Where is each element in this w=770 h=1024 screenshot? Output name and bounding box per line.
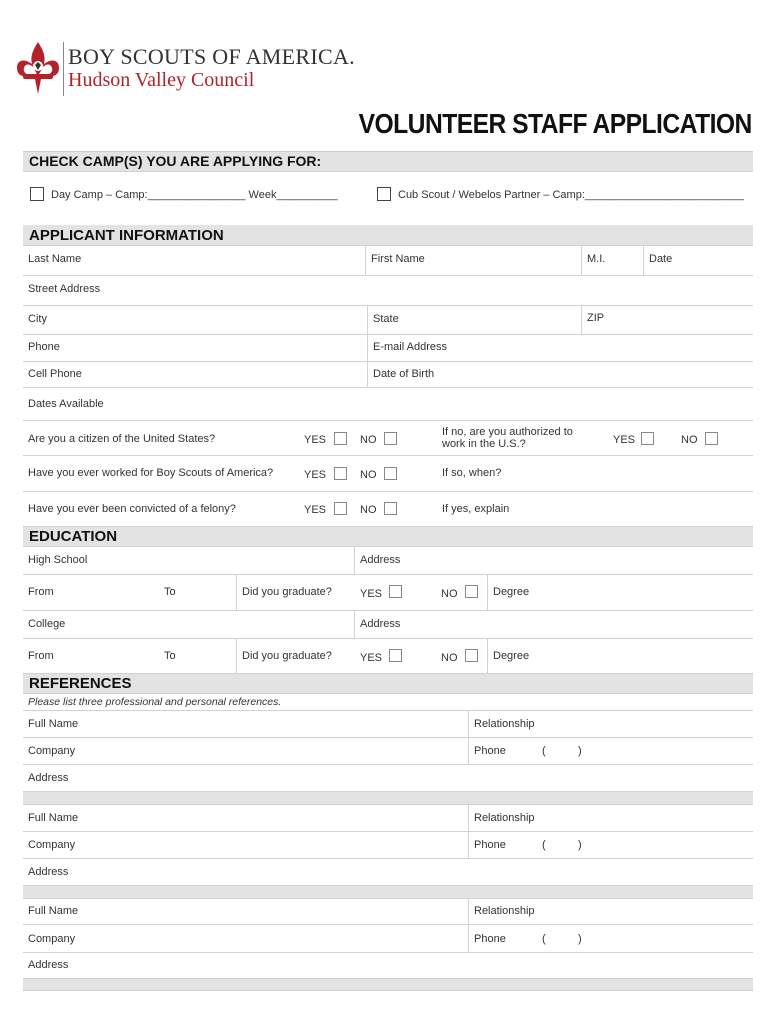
- ref1-paren-open: (: [542, 745, 546, 757]
- hs-no-label: NO: [441, 588, 458, 600]
- references-note: Please list three professional and personal references.: [28, 696, 282, 708]
- college-yes-label: YES: [360, 652, 383, 664]
- education-heading: EDUCATION: [29, 528, 118, 545]
- council-name: Hudson Valley Council: [68, 69, 255, 91]
- ref2-paren-open: (: [542, 839, 546, 851]
- authorized-no-checkbox[interactable]: [705, 432, 718, 445]
- email-field[interactable]: E-mail Address: [373, 341, 447, 353]
- ref3-address-field[interactable]: Address: [28, 959, 69, 971]
- authorized-no-label: NO: [681, 434, 698, 446]
- ref2-full-name-field[interactable]: Full Name: [28, 812, 79, 824]
- references-section-header: [23, 674, 753, 694]
- ref1-address-row: [23, 765, 753, 792]
- ref3-relationship-field[interactable]: Relationship: [474, 905, 535, 917]
- worked-no-label: NO: [360, 469, 377, 481]
- phone-row: [23, 335, 753, 362]
- college-yes-checkbox[interactable]: [389, 649, 402, 662]
- dob-field[interactable]: Date of Birth: [373, 368, 435, 380]
- ref3-company-field[interactable]: Company: [28, 933, 76, 945]
- college-no-checkbox[interactable]: [465, 649, 478, 662]
- college-no-label: NO: [441, 652, 458, 664]
- felony-explain-field[interactable]: If yes, explain: [442, 503, 510, 515]
- applicant-section-header: [23, 225, 753, 246]
- college-to-field[interactable]: To: [164, 650, 176, 662]
- college-from-field[interactable]: From: [28, 650, 54, 662]
- hs-yes-label: YES: [360, 588, 383, 600]
- ref2-company-row: [23, 832, 753, 859]
- camps-section-header: [23, 152, 753, 172]
- ref1-paren-close: ): [578, 745, 582, 757]
- zip-field[interactable]: ZIP: [587, 312, 605, 324]
- ref1-address-field[interactable]: Address: [28, 772, 69, 784]
- worked-question: Have you ever worked for Boy Scouts of America?: [28, 467, 274, 479]
- high-school-address-field[interactable]: Address: [360, 554, 401, 566]
- authorized-yes-label: YES: [613, 434, 636, 446]
- ref2-name-row: [23, 805, 753, 832]
- first-name-field[interactable]: First Name: [371, 253, 425, 265]
- felony-no-label: NO: [360, 504, 377, 516]
- ref2-phone-field[interactable]: Phone: [474, 839, 506, 851]
- references-note-row: [23, 694, 753, 711]
- ref3-full-name-field[interactable]: Full Name: [28, 905, 79, 917]
- ref1-name-row: [23, 711, 753, 738]
- ref-separator-1: [23, 792, 753, 805]
- felony-question: Have you ever been convicted of a felony?: [28, 503, 236, 515]
- high-school-dates-row: [23, 575, 753, 611]
- ref2-paren-close: ): [578, 839, 582, 851]
- page-title: VOLUNTEER STAFF APPLICATION: [358, 108, 752, 139]
- worked-no-checkbox[interactable]: [384, 467, 397, 480]
- citizen-no-label: NO: [360, 434, 377, 446]
- ref3-name-row: [23, 899, 753, 925]
- worked-row: [23, 456, 753, 492]
- logo-divider: [63, 42, 64, 96]
- street-row: [23, 276, 753, 306]
- education-section-header: [23, 527, 753, 547]
- ref1-full-name-field[interactable]: Full Name: [28, 718, 79, 730]
- college-address-field[interactable]: Address: [360, 618, 401, 630]
- college-field[interactable]: College: [28, 618, 66, 630]
- college-dates-row: [23, 639, 753, 674]
- city-field[interactable]: City: [28, 313, 47, 325]
- hs-from-field[interactable]: From: [28, 586, 54, 598]
- ref1-relationship-field[interactable]: Relationship: [474, 718, 535, 730]
- ref1-company-row: [23, 738, 753, 765]
- hs-yes-checkbox[interactable]: [389, 585, 402, 598]
- worked-yes-label: YES: [304, 469, 327, 481]
- hs-to-field[interactable]: To: [164, 586, 176, 598]
- dates-available-row: [23, 388, 753, 421]
- ref2-address-row: [23, 859, 753, 886]
- ref1-phone-field[interactable]: Phone: [474, 745, 506, 757]
- citizen-yes-label: YES: [304, 434, 327, 446]
- references-heading: REFERENCES: [29, 675, 132, 692]
- ref2-relationship-field[interactable]: Relationship: [474, 812, 535, 824]
- college-row: [23, 611, 753, 639]
- name-row: [23, 246, 753, 276]
- last-name-field[interactable]: Last Name: [28, 253, 82, 265]
- city-row: [23, 306, 753, 335]
- felony-no-checkbox[interactable]: [384, 502, 397, 515]
- day-camp-label: Day Camp – Camp:________________ Week__________: [51, 189, 338, 201]
- ref3-phone-field[interactable]: Phone: [474, 933, 506, 945]
- ref2-address-field[interactable]: Address: [28, 866, 69, 878]
- ref3-paren-open: (: [542, 933, 546, 945]
- application-form: [23, 151, 753, 971]
- cell-phone-field[interactable]: Cell Phone: [28, 368, 82, 380]
- high-school-field[interactable]: High School: [28, 554, 88, 566]
- citizen-row: [23, 421, 753, 456]
- ref3-paren-close: ): [578, 933, 582, 945]
- fleur-de-lis-logo-icon: [14, 40, 62, 96]
- hs-degree-field[interactable]: Degree: [493, 586, 530, 598]
- felony-yes-checkbox[interactable]: [334, 502, 347, 515]
- felony-row: [23, 492, 753, 527]
- cub-scout-label: Cub Scout / Webelos Partner – Camp:__________________________: [398, 189, 744, 201]
- hs-no-checkbox[interactable]: [465, 585, 478, 598]
- college-degree-field[interactable]: Degree: [493, 650, 530, 662]
- camps-row: [23, 172, 753, 206]
- hs-graduate-question: Did you graduate?: [242, 586, 332, 598]
- day-camp-checkbox[interactable]: [30, 187, 44, 201]
- ref-separator-3: [23, 979, 753, 991]
- ref3-address-row: [23, 953, 753, 979]
- ref-separator-2: [23, 886, 753, 899]
- authorized-question: If no, are you authorized to work in the U.S.?: [442, 426, 573, 450]
- date-field[interactable]: Date: [649, 253, 673, 265]
- college-graduate-question: Did you graduate?: [242, 650, 332, 662]
- citizen-yes-checkbox[interactable]: [334, 432, 347, 445]
- mi-field[interactable]: M.I.: [587, 253, 606, 265]
- worked-when-field[interactable]: If so, when?: [442, 467, 502, 479]
- applicant-heading: APPLICANT INFORMATION: [29, 227, 224, 244]
- citizen-question: Are you a citizen of the United States?: [28, 433, 216, 445]
- citizen-no-checkbox[interactable]: [384, 432, 397, 445]
- felony-yes-label: YES: [304, 504, 327, 516]
- ref2-company-field[interactable]: Company: [28, 839, 76, 851]
- dates-available-field[interactable]: Dates Available: [28, 398, 104, 410]
- cub-scout-checkbox[interactable]: [377, 187, 391, 201]
- state-field[interactable]: State: [373, 313, 399, 325]
- cell-row: [23, 362, 753, 388]
- high-school-row: [23, 547, 753, 575]
- authorized-yes-checkbox[interactable]: [641, 432, 654, 445]
- camps-heading: CHECK CAMP(S) YOU ARE APPLYING FOR:: [29, 153, 322, 169]
- street-address-field[interactable]: Street Address: [28, 283, 101, 295]
- ref3-company-row: [23, 925, 753, 953]
- org-name: BOY SCOUTS OF AMERICA.: [68, 44, 355, 69]
- phone-field[interactable]: Phone: [28, 341, 60, 353]
- worked-yes-checkbox[interactable]: [334, 467, 347, 480]
- ref1-company-field[interactable]: Company: [28, 745, 76, 757]
